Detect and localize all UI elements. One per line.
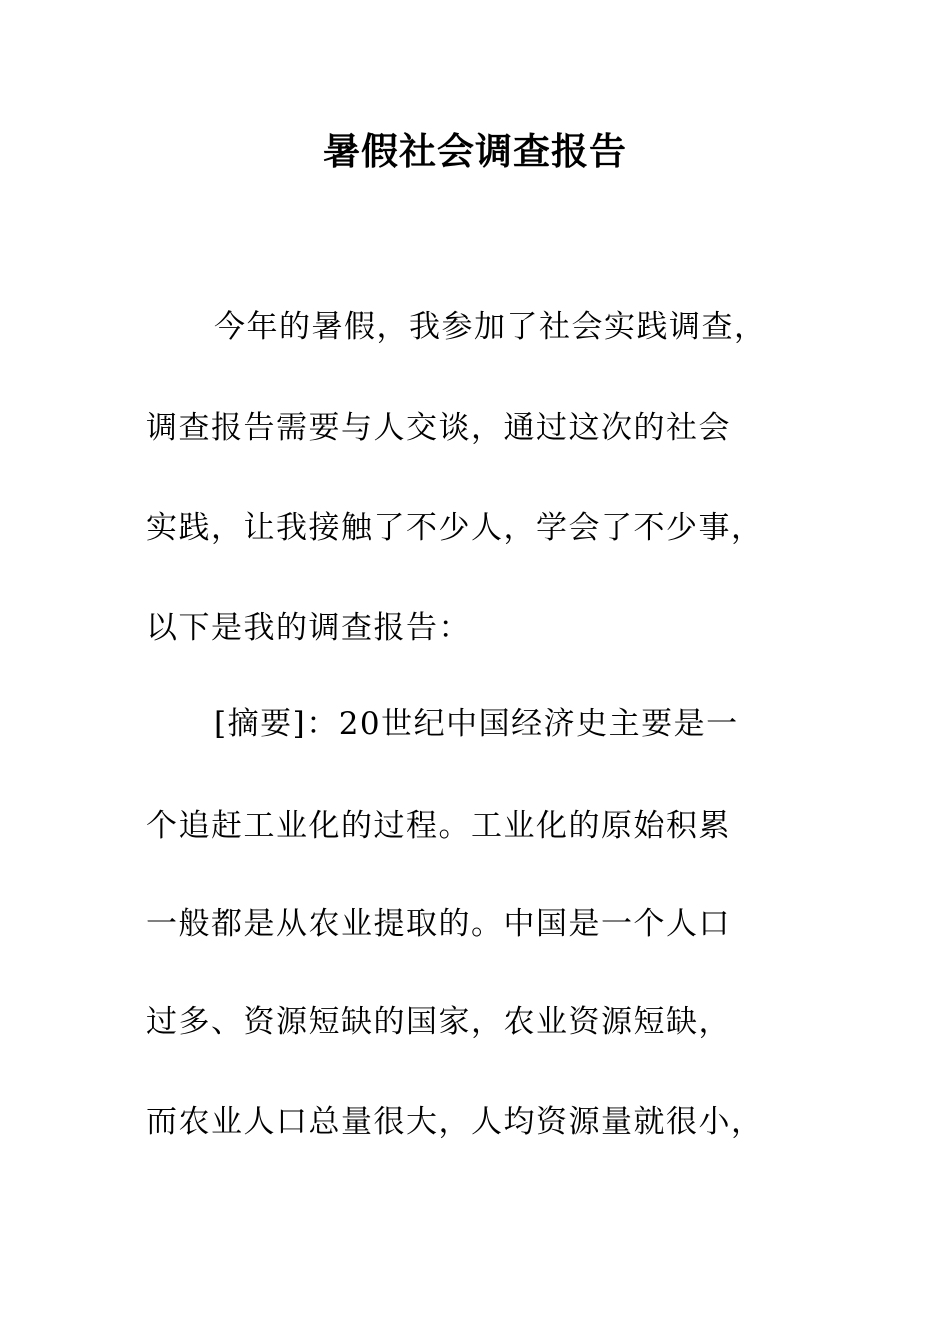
paragraph-line: 实践，让我接触了不少人，学会了不少事， [146, 510, 764, 546]
paragraph-line: 今年的暑假，我参加了社会实践调查， [214, 309, 767, 345]
paragraph-line: 过多、资源短缺的国家，农业资源短缺， [146, 1004, 731, 1040]
paragraph-line: 而农业人口总量很大，人均资源量就很小， [146, 1104, 764, 1140]
document-title: 暑假社会调查报告 [323, 130, 627, 173]
paragraph-line: [摘要]：20世纪中国经济史主要是一 [214, 706, 739, 742]
paragraph-line: 一般都是从农业提取的。中国是一个人口 [146, 906, 731, 942]
paragraph-line: 个追赶工业化的过程。工业化的原始积累 [146, 808, 731, 844]
paragraph-line: 调查报告需要与人交谈，通过这次的社会 [146, 410, 731, 446]
paragraph-line: 以下是我的调查报告： [146, 610, 471, 646]
